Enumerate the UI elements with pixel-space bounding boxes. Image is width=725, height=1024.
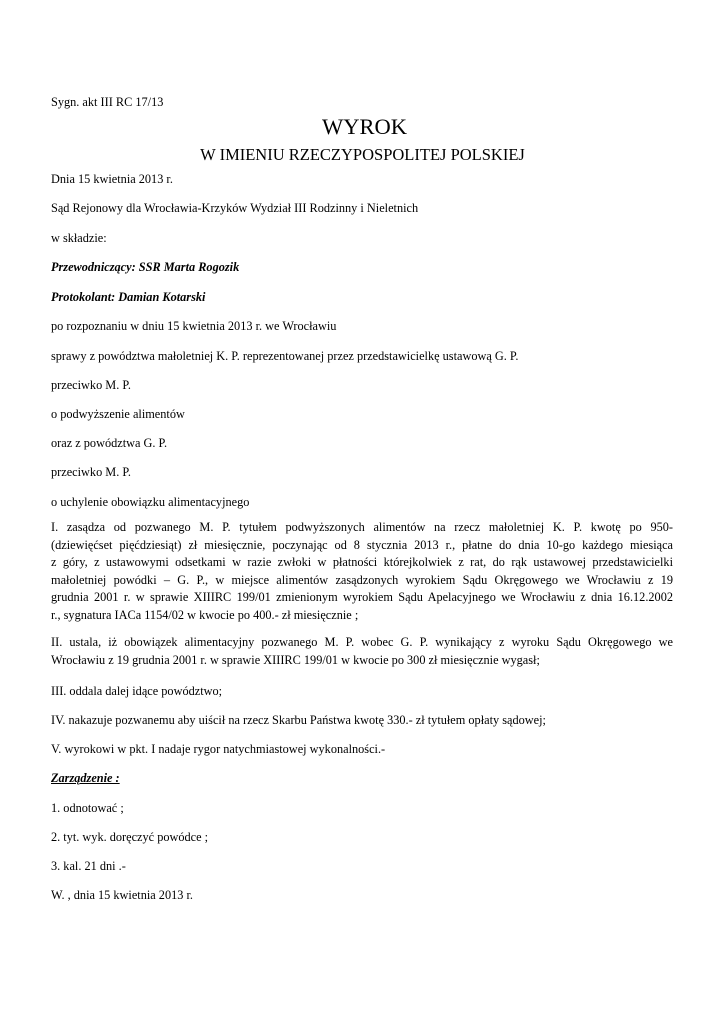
ruling-point-2-line: Wrocławiu z 19 grudnia 2001 r. w sprawie XIIIRC 199/01 w kwocie po 300 zł miesięcznie wygasł; bbox=[51, 652, 540, 667]
court-clerk: Protokolant: Damian Kotarski bbox=[51, 290, 206, 304]
ruling-point-1-line: (dziewięćset pięćdziesiąt) zł miesięcznie, poczynając od 8 stycznia 2013 r., płatne do dnia 10-go każdego miesiąca bbox=[51, 537, 673, 552]
ruling-point-3: III. oddala dalej idące powództwo; bbox=[51, 684, 223, 698]
ruling-point-4: IV. nakazuje pozwanemu aby uiścił na rzecz Skarbu Państwa kwotę 330.- zł tytułem opłaty sądowej; bbox=[51, 713, 546, 727]
document-title: WYROK bbox=[322, 114, 407, 139]
ruling-point-1-line: r., sygnatura IACa 1154/02 w kwocie po 400.- zł miesięcznie ; bbox=[51, 607, 359, 622]
ruling-point-1-line: grudnia 2001 r. w sprawie XIIIRC 199/01 zmienionym wyrokiem Sądu Apelacyjnego we Wrocławiu z dnia 16.12.2002 bbox=[51, 590, 673, 605]
order-heading: Zarządzenie : bbox=[51, 771, 120, 785]
ruling-point-1-line: z góry, z ustawowymi odsetkami w razie zwłoki w płatności którejkolwiek z rat, do rąk ustawowej przedstawicielki bbox=[51, 555, 673, 570]
case-signature: Sygn. akt III RC 17/13 bbox=[51, 95, 164, 109]
ruling-point-1-line: I. zasądza od pozwanego M. P. tytułem podwyższonych alimentów na rzecz małoletniej K. P. kwotę po 950- bbox=[51, 520, 673, 534]
order-item-3: 3. kal. 21 dni .- bbox=[51, 859, 126, 873]
court-name: Sąd Rejonowy dla Wrocławia-Krzyków Wydział III Rodzinny i Nieletnich bbox=[51, 201, 419, 215]
document-subtitle: W IMIENIU RZECZYPOSPOLITEJ POLSKIEJ bbox=[200, 145, 525, 164]
closing-date: W. , dnia 15 kwietnia 2013 r. bbox=[51, 888, 193, 902]
order-item-1: 1. odnotować ; bbox=[51, 801, 124, 815]
ruling-point-1 bbox=[51, 519, 673, 625]
presiding-judge: Przewodniczący: SSR Marta Rogozik bbox=[51, 260, 240, 274]
case-subject-1: o podwyższenie alimentów bbox=[51, 407, 185, 421]
ruling-point-2-line: II. ustala, iż obowiązek alimentacyjny pozwanego M. P. wobec G. P. wynikający z wyroku Sądu Okręgowego we bbox=[51, 635, 673, 649]
case-subject-2: o uchylenie obowiązku alimentacyjnego bbox=[51, 495, 250, 509]
ruling-point-2 bbox=[51, 634, 673, 669]
case-description-1: sprawy z powództwa małoletniej K. P. reprezentowanej przez przedstawicielkę ustawową G. P. bbox=[51, 349, 519, 363]
hearing-info: po rozpoznaniu w dniu 15 kwietnia 2013 r. we Wrocławiu bbox=[51, 319, 337, 333]
ruling-point-1-line: małoletniej powódki – G. P., w miejsce alimentów zasądzonych wyrokiem Sądu Okręgowego we Wrocławiu z 19 bbox=[51, 572, 673, 587]
defendant-1: przeciwko M. P. bbox=[51, 378, 131, 392]
order-item-2: 2. tyt. wyk. doręczyć powódce ; bbox=[51, 830, 209, 844]
composition-label: w składzie: bbox=[51, 231, 107, 245]
judgment-date: Dnia 15 kwietnia 2013 r. bbox=[51, 172, 173, 186]
case-description-2: oraz z powództwa G. P. bbox=[51, 436, 168, 450]
ruling-point-5: V. wyrokowi w pkt. I nadaje rygor natychmiastowej wykonalności.- bbox=[51, 742, 386, 756]
defendant-2: przeciwko M. P. bbox=[51, 465, 131, 479]
